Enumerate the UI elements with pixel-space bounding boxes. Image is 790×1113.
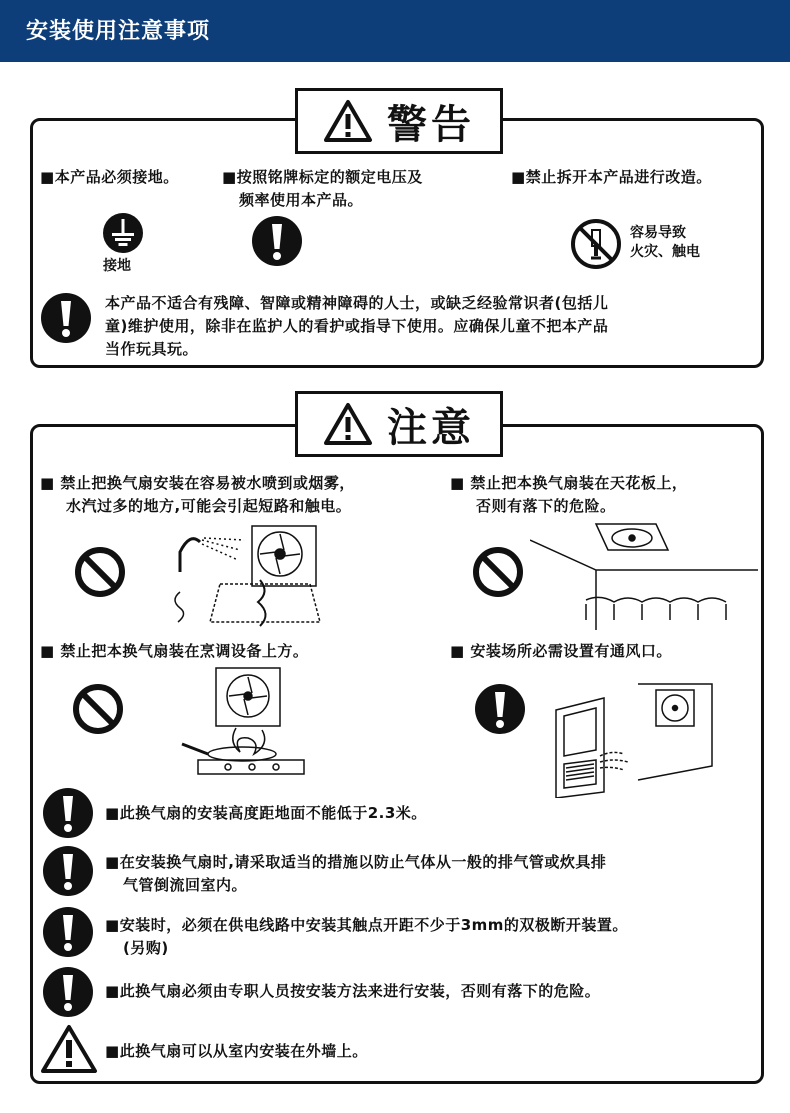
prohibited-icon [74,546,126,598]
caution-item-cooking-text: ■ 禁止把本换气扇装在烹调设备上方。 [40,640,308,663]
no-disassemble-icon [570,218,622,270]
warning-item-voltage-text: ■ 按照铭牌标定的额定电压及 频率使用本产品。 [222,166,423,212]
caution-note-height: ■ 此换气扇的安装高度距地面不能低于2.3米。 [105,802,427,825]
exclamation-icon [42,787,94,839]
ceiling-fan-illustration [530,520,758,634]
caution-item-water-text: ■ 禁止把换气扇安装在容易被水喷到或烟雾， 水汽过多的地方,可能会引起短路和触电。 [40,472,355,518]
prohibited-icon [72,683,124,735]
exclamation-icon [251,215,303,267]
caution-title-box [295,391,503,457]
exclamation-icon [474,683,526,735]
cooking-fan-illustration [178,666,308,782]
ground-icon [102,212,144,254]
warning-item-disassemble-text: ■ 禁止拆开本产品进行改造。 [511,166,712,189]
warning-triangle-icon [323,99,373,143]
warning-title: 警告 [387,100,475,148]
exclamation-icon [42,906,94,958]
warning-triangle-icon [40,1024,98,1074]
warning-item-ground-text: ■ 本产品必须接地。 [40,166,179,189]
ground-icon-label: 接地 [103,258,131,274]
caution-note-backflow: ■ 在安装换气扇时,请采取适当的措施以防止气体从一般的排气管或炊具排 气管倒流回室内。 [105,851,606,897]
exclamation-icon [42,845,94,897]
caution-note-breaker: ■ 安装时，必须在供电线路中安装其触点开距不少于3mm的双极断开装置。 (另购) [105,914,628,960]
caution-note-professional: ■ 此换气扇必须由专职人员按安装方法来进行安装，否则有落下的危险。 [105,980,600,1003]
warning-triangle-icon [323,402,373,446]
caution-title: 注意 [387,403,475,451]
caution-item-vent-text: ■ 安装场所必需设置有通风口。 [450,640,672,663]
disabled-users-note: 本产品不适合有残障、智障或精神障碍的人士，或缺乏经验常识者(包括儿 童)维护使用，除非在监护人的看护或指导下使用。应确保儿童不把本产品 当作玩具玩。 [105,294,609,358]
exclamation-icon [40,292,92,344]
prohibited-icon [472,546,524,598]
page-title: 安装使用注意事项 [26,19,211,44]
exclamation-icon [42,966,94,1018]
disassemble-note: 容易导致 火灾、触电 [630,225,700,260]
caution-note-outer-wall: ■ 此换气扇可以从室内安装在外墙上。 [105,1040,368,1063]
vent-opening-illustration [552,680,714,802]
warning-title-box [295,88,503,154]
caution-item-ceiling-text: ■ 禁止把本换气扇装在天花板上， 否则有落下的危险。 [450,472,687,518]
water-spray-fan-illustration [160,522,356,634]
